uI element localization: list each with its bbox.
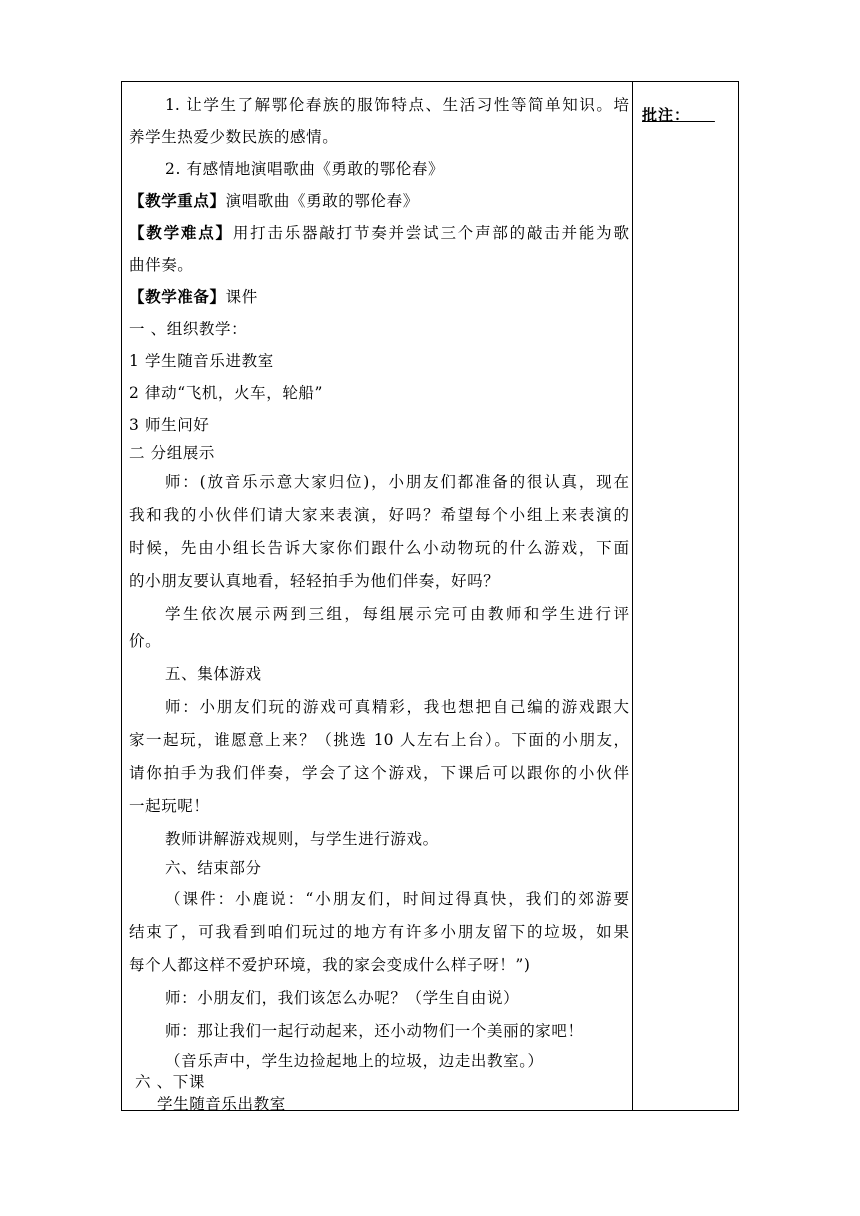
paragraph-5-line-1: [165, 889, 629, 909]
objective-1-line-1: [165, 95, 629, 115]
difficulty-label: 【教学难点】: [129, 223, 233, 242]
section-5-heading-text: 五、集体游戏: [165, 665, 262, 683]
objective-1-text-1: 1. 让学生了解鄂伦春族的服饰特点、生活习性等简单知识。培: [165, 96, 629, 114]
preparation-label: 【教学准备】: [129, 287, 226, 306]
paragraph-1-text-1: 师：(放音乐示意大家归位)，小朋友们都准备的很认真，现在: [165, 473, 629, 491]
preparation-line: [129, 287, 258, 307]
section-end-heading: [135, 1072, 205, 1092]
step-3-line: [129, 415, 209, 435]
paragraph-8-text: （音乐声中，学生边捡起地上的垃圾，边走出教室。）: [165, 1052, 544, 1070]
objective-1-line-2: [129, 127, 338, 147]
paragraph-1-text-2: 我和我的小伙伴们请大家来表演，好吗？希望每个小组上来表演的: [129, 506, 629, 524]
section-1-heading-text: 一 、组织教学：: [129, 320, 248, 338]
section-2-heading: [129, 443, 215, 463]
paragraph-7-line: [165, 1021, 584, 1041]
preparation-text: 课件: [225, 288, 258, 306]
section-6-heading: [165, 858, 262, 878]
paragraph-6-text: 师：小朋友们，我们该怎么办呢？（学生自由说）: [165, 989, 520, 1007]
section-end-heading-text: 六 、下课: [135, 1073, 205, 1091]
paragraph-5-text-1: （课件：小鹿说：“小朋友们，时间过得真快，我们的郊游要: [165, 890, 629, 908]
paragraph-1-line-3: [129, 538, 629, 558]
paragraph-3-line-2: [129, 730, 629, 750]
paragraph-2-line-1: [165, 604, 629, 624]
objective-2-text: 2. 有感情地演唱歌曲《勇敢的鄂伦春》: [165, 160, 445, 178]
key-point-label: 【教学重点】: [129, 191, 226, 210]
paragraph-3-text-1: 师：小朋友们玩的游戏可真精彩，我也想把自己编的游戏跟大: [165, 698, 629, 716]
column-divider: [632, 81, 633, 1111]
step-2-line: [129, 383, 323, 403]
paragraph-4-line: [165, 829, 439, 849]
objective-2-line: [165, 159, 444, 179]
paragraph-3-line-4: [129, 796, 210, 816]
section-2-heading-text: 二 分组展示: [129, 444, 216, 462]
closing-line: [157, 1094, 286, 1114]
difficulty-line-2: [129, 255, 193, 275]
paragraph-7-text: 师：那让我们一起行动起来，还小动物们一个美丽的家吧！: [165, 1022, 584, 1040]
paragraph-3-line-1: [165, 697, 629, 717]
paragraph-3-text-4: 一起玩呢！: [129, 797, 210, 815]
section-6-heading-text: 六、结束部分: [165, 859, 262, 877]
paragraph-5-line-3: [129, 955, 531, 975]
key-point-line: [129, 191, 419, 211]
section-1-heading: [129, 319, 247, 339]
paragraph-3-text-2: 家一起玩，谁愿意上来？（挑选 10 人左右上台）。下面的小朋友，: [129, 731, 629, 749]
paragraph-2-line-2: [129, 631, 161, 651]
paragraph-3-text-3: 请你拍手为我们伴奏，学会了这个游戏，下课后可以跟你的小伙伴: [129, 764, 629, 782]
paragraph-5-line-2: [129, 922, 629, 942]
paragraph-5-text-3: 每个人都这样不爱护环境，我的家会变成什么样子呀！”): [129, 956, 531, 974]
closing-text: 学生随音乐出教室: [157, 1095, 286, 1113]
key-point-text: 演唱歌曲《勇敢的鄂伦春》: [225, 192, 419, 210]
section-5-heading: [165, 664, 262, 684]
paragraph-1-line-4: [129, 571, 499, 591]
step-3-text: 3 师生问好: [129, 416, 210, 434]
difficulty-line-1: [129, 223, 629, 243]
difficulty-text-2: 曲伴奏。: [129, 256, 194, 274]
paragraph-1-text-3: 时候，先由小组长告诉大家你们跟什么小动物玩的什么游戏，下面: [129, 539, 629, 557]
paragraph-3-line-3: [129, 763, 629, 783]
annotation-label: 批注：: [642, 106, 715, 124]
step-1-text: 1 学生随音乐进教室: [129, 352, 274, 370]
paragraph-2-text-1: 学生依次展示两到三组，每组展示完可由教师和学生进行评: [165, 605, 629, 623]
difficulty-text-1: 用打击乐器敲打节奏并尝试三个声部的敲击并能为歌: [232, 224, 629, 242]
objective-1-text-2: 养学生热爱少数民族的感情。: [129, 128, 339, 146]
paragraph-6-line: [165, 988, 519, 1008]
paragraph-2-text-2: 价。: [129, 632, 162, 650]
paragraph-1-line-1: [165, 472, 629, 492]
paragraph-5-text-2: 结束了，可我看到咱们玩过的地方有许多小朋友留下的垃圾，如果: [129, 923, 629, 941]
paragraph-1-line-2: [129, 505, 629, 525]
step-1-line: [129, 351, 274, 371]
step-2-text: 2 律动“飞机，火车，轮船”: [129, 384, 324, 402]
paragraph-1-text-4: 的小朋友要认真地看，轻轻拍手为他们伴奏，好吗？: [129, 572, 500, 590]
paragraph-4-text: 教师讲解游戏规则，与学生进行游戏。: [165, 830, 439, 848]
paragraph-8-line: [165, 1051, 544, 1071]
